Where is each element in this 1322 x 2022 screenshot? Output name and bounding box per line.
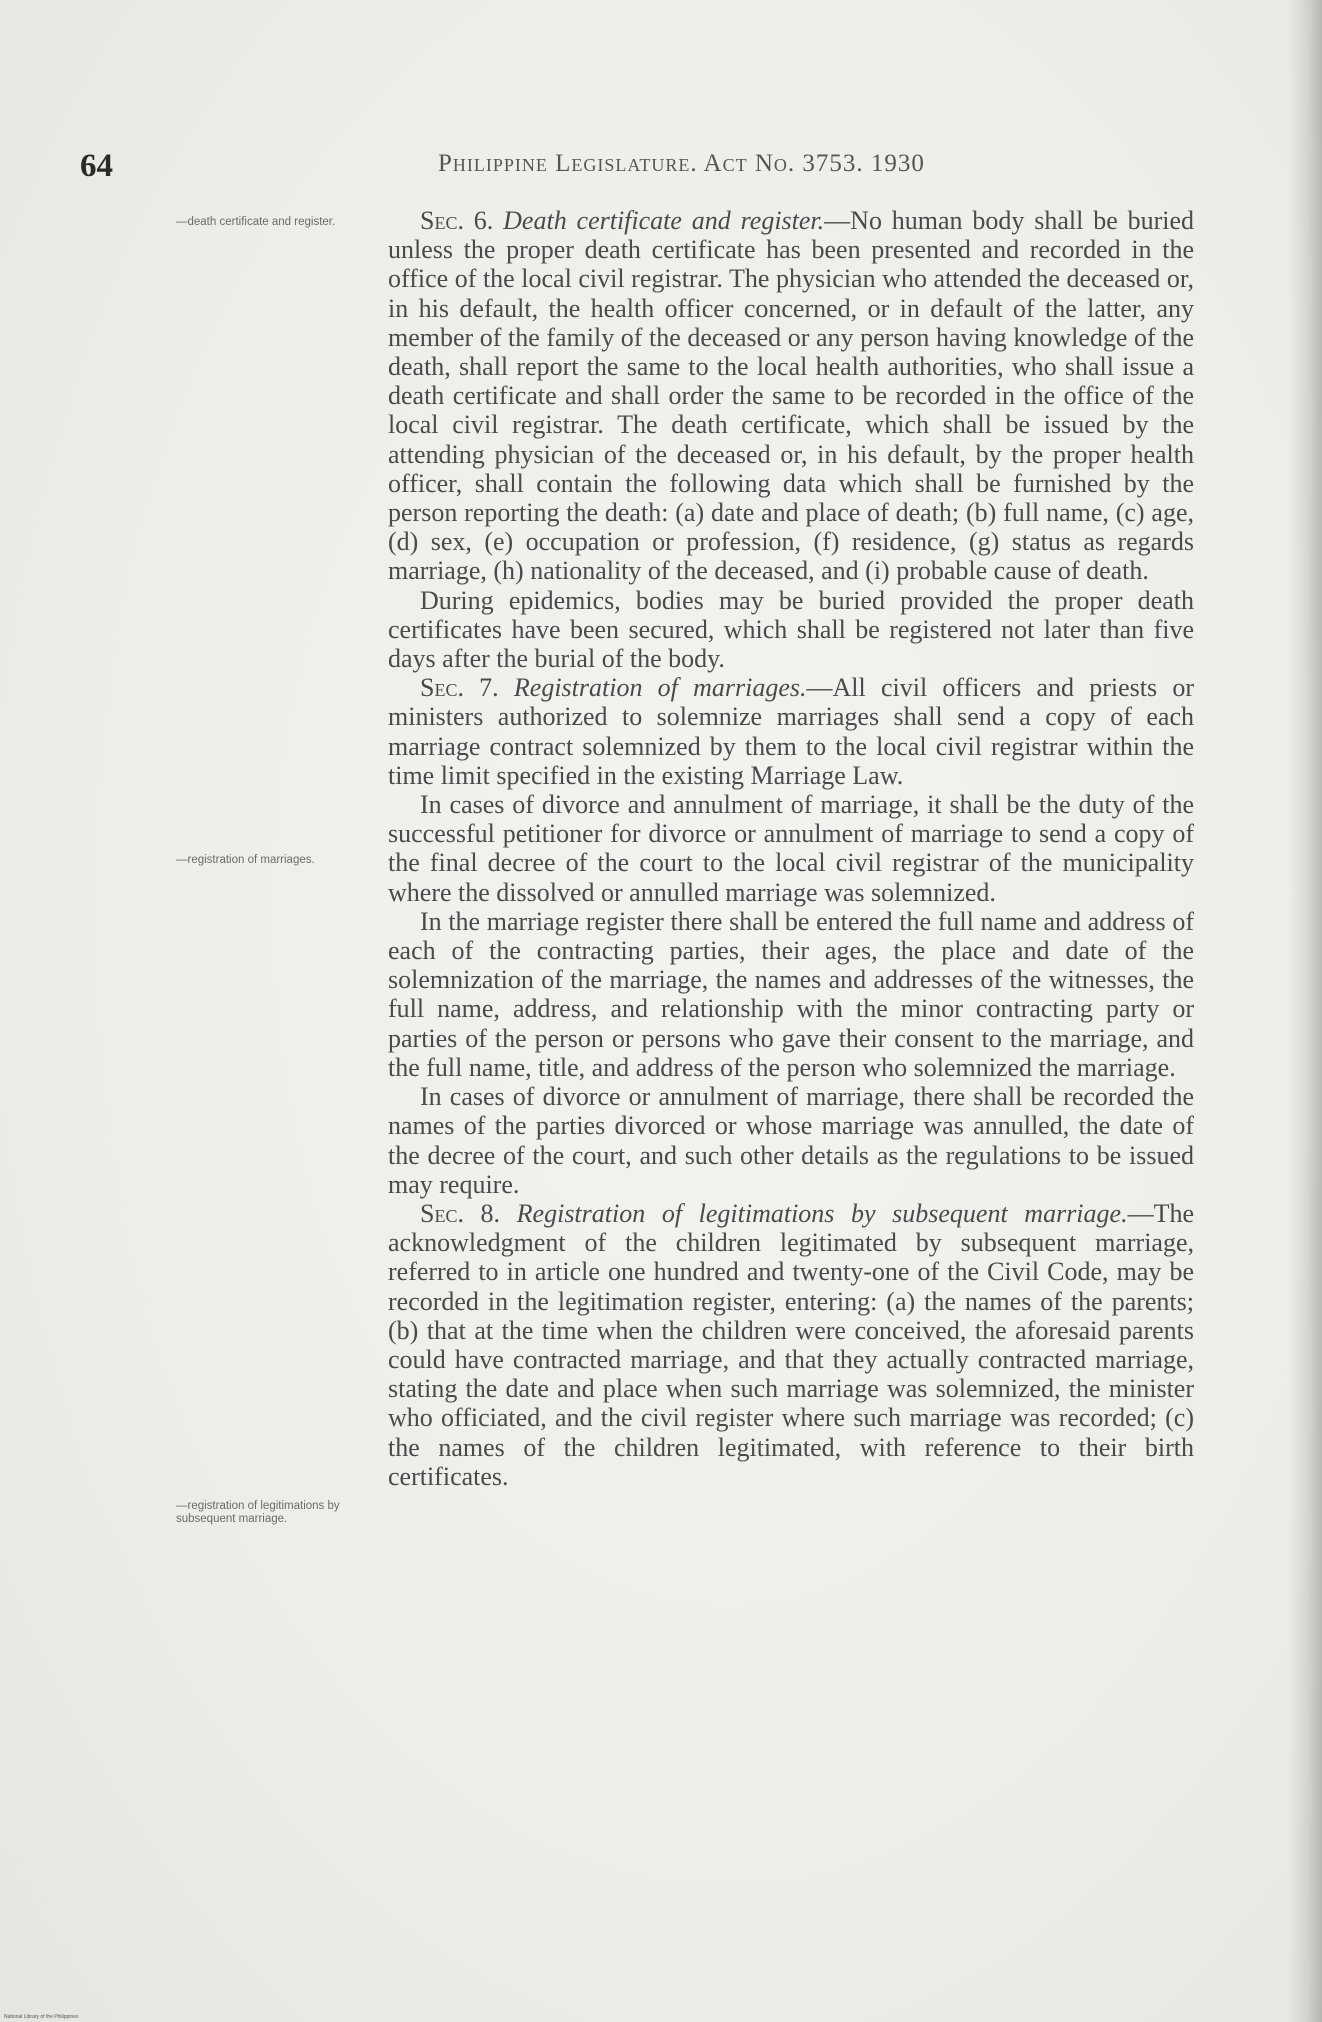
section-7-paragraph-annulment: In cases of divorce or annulment of marriage, there shall be recorded the names of the parties divorced or whose marriage was annulled, the date of the decree of the court, and such other details as the regulations to be issued may require. — [388, 1082, 1194, 1199]
binding-shadow — [1288, 0, 1322, 2022]
section-7-title: Registration of marriages. — [513, 673, 807, 703]
section-8-title: Registration of legitimations by subsequent marriage. — [516, 1198, 1128, 1228]
section-6-title: Death certificate and register. — [503, 206, 825, 235]
section-8 — [388, 1199, 1194, 1491]
section-6-number: Sec. 6. — [420, 206, 494, 235]
running-head: Philippine Legislature. Act No. 3753. 1930 — [438, 150, 925, 177]
section-8-number: Sec. 8. — [420, 1198, 501, 1228]
page-number: 64 — [80, 148, 113, 184]
section-6 — [388, 206, 1194, 586]
margin-note-death-certificate: —death certificate and register. — [176, 216, 336, 228]
scan-source-footer: National Library of the Philippines — [4, 2014, 79, 2020]
margin-note-registration-of-marriages: —registration of marriages. — [176, 854, 315, 866]
section-7 — [388, 673, 1194, 790]
section-7-number: Sec. 7. — [420, 673, 499, 703]
section-8-text: —The acknowledgment of the children legitimated by subsequent marriage, referred to in article one hundred and twenty-one of the Civil Code, may be recorded in the legitimation register, entering: (a) the names of the parents; (b) that at the time when the children were conceived, the aforesaid parents could have contracted marriage, and that they actually contracted marriage, stating the date and place when such marriage was solemnized, the minister who officiated, and the civil register where such marriage was recorded; (c) the names of the children legitimated, with reference to their birth certificates. — [388, 1198, 1194, 1491]
section-6-paragraph: During epidemics, bodies may be buried provided the proper death certificates have been secured, which shall be registered not later than five days after the burial of the body. — [388, 585, 1194, 674]
margin-note-registration-of-legitimations: —registration of legitimations by subsequent marriage. — [176, 1500, 340, 1525]
section-7-text: —All civil officers and priests or ministers authorized to solemnize marriages shall send a copy of each marriage contract solemnized by them to the local civil registrar within the time limit specified in the existing Marriage Law. — [388, 673, 1195, 790]
section-6-text: —No human body shall be buried unless the proper death certificate has been presented and recorded in the office of the local civil registrar. The physician who attended the deceased or, in his default, the health officer concerned, or in default of the latter, any member of the family of the deceased or any person having knowledge of the death, shall report the same to the local health authorities, who shall issue a death certificate and shall order the same to be recorded in the office of the local civil registrar. The death certificate, which shall be issued by the attending physician of the deceased or, in his default, by the proper health officer, shall contain the following data which shall be furnished by the person reporting the death: (a) date and place of death; (b) full name, (c) age, (d) sex, (e) occupation or profession, (f) residence, (g) status as regards marriage, (h) nationality of the deceased, and (i) probable cause of death. — [388, 206, 1194, 586]
section-7-paragraph-register: In the marriage register there shall be entered the full name and address of each of the contracting parties, their ages, the place and date of the solemnization of the marriage, the names and addresses of the witnesses, the full name, address, and relationship with the minor contracting party or parties of the person or persons who gave their consent to the marriage, and the full name, title, and address of the person who solemnized the marriage. — [388, 906, 1194, 1082]
body-text — [388, 206, 1194, 1491]
section-7-paragraph-divorce: In cases of divorce and annulment of marriage, it shall be the duty of the successful petitioner for divorce or annulment of marriage to send a copy of the final decree of the court to the local civil registrar of the municipality where the dissolved or annulled marriage was solemnized. — [388, 790, 1194, 907]
